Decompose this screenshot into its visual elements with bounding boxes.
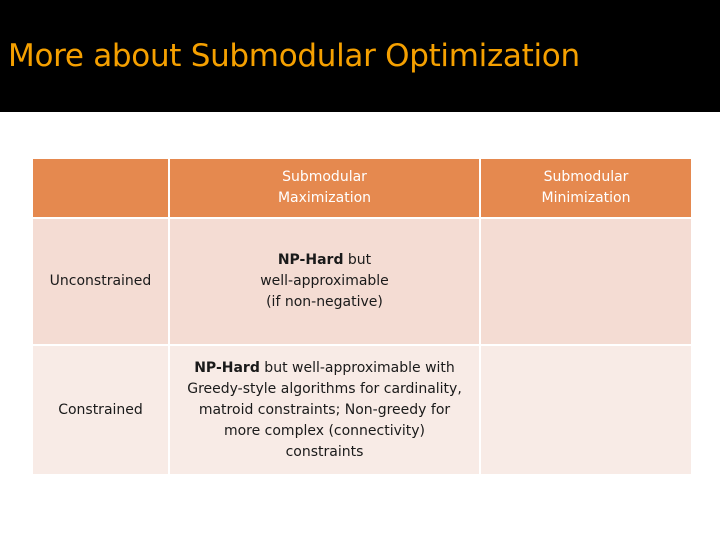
cell-line-rest: but well-approximable with xyxy=(259,359,455,376)
cell-line xyxy=(176,250,473,271)
cell-line: (if non-negative) xyxy=(266,294,383,310)
cell-line: Greedy-style algorithms for cardinality, xyxy=(187,380,462,397)
row-label-unconstrained: Unconstrained xyxy=(32,218,169,345)
header-max-line1: Submodular xyxy=(282,169,367,185)
header-min-line2: Minimization xyxy=(541,190,631,206)
cell-line: constraints xyxy=(285,443,364,460)
np-hard-emphasis: NP-Hard xyxy=(194,359,260,376)
np-hard-emphasis: NP-Hard xyxy=(277,252,344,268)
header-minimization xyxy=(480,158,692,218)
cell-line: more complex (connectivity) xyxy=(223,422,426,439)
cell-line: well-approximable xyxy=(260,273,389,289)
table-row-constrained xyxy=(32,345,692,475)
cell-unconstrained-minimization xyxy=(480,218,692,345)
header-maximization xyxy=(169,158,480,218)
cell-line xyxy=(176,358,473,379)
header-min-line1: Submodular xyxy=(543,169,629,185)
row-label-constrained: Constrained xyxy=(32,345,169,475)
cell-unconstrained-maximization xyxy=(169,218,480,345)
comparison-table xyxy=(31,157,693,476)
cell-line: matroid constraints; Non-greedy for xyxy=(198,401,451,418)
slide-title: More about Submodular Optimization xyxy=(8,38,580,74)
table-row-unconstrained xyxy=(32,218,692,345)
title-bar xyxy=(0,0,720,112)
header-corner-cell xyxy=(32,158,169,218)
header-max-line2: Maximization xyxy=(277,190,372,206)
cell-line-rest: but xyxy=(343,252,372,268)
cell-constrained-maximization xyxy=(169,345,480,475)
table-header-row xyxy=(32,158,692,218)
cell-constrained-minimization xyxy=(480,345,692,475)
